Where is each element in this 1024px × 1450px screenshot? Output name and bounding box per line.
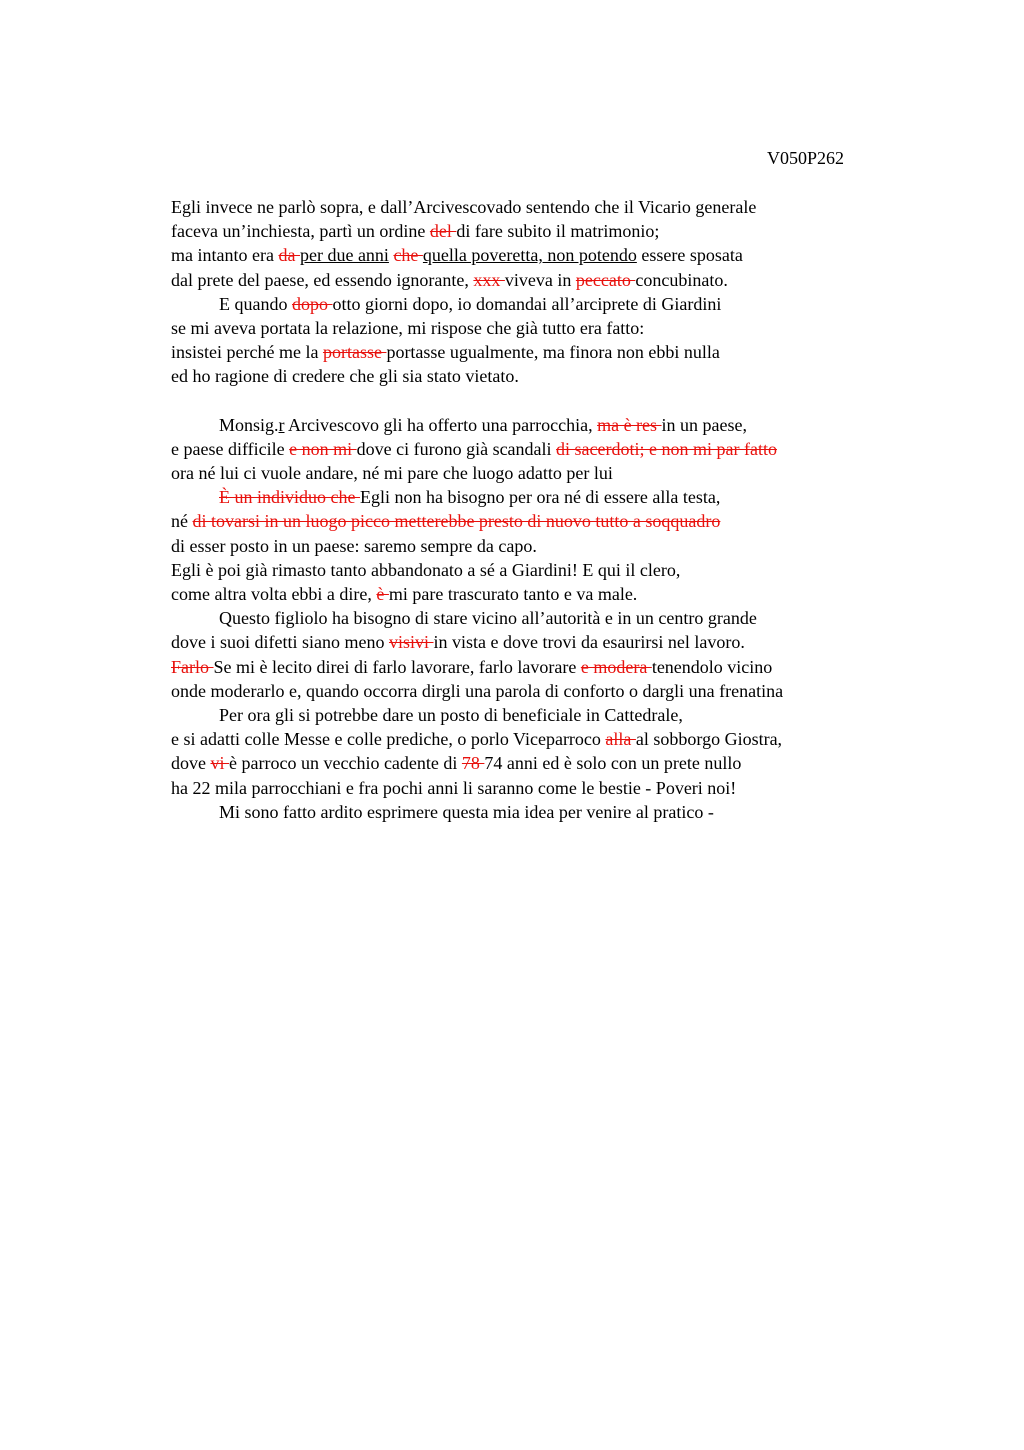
text-segment: al sobborgo Giostra, [635, 729, 783, 750]
text-segment: dove i suoi difetti siano meno [171, 632, 389, 653]
text-segment: concubinato. [635, 269, 728, 290]
text-segment: 74 anni ed è solo con un prete nullo [484, 753, 742, 774]
deleted-text: xxx [473, 269, 505, 290]
deleted-text: alla [605, 729, 636, 750]
deleted-text: Farlo [171, 656, 214, 677]
text-segment: di esser posto in un paese: saremo sempre da capo. [171, 535, 537, 556]
paragraph [171, 413, 891, 824]
text-segment: Arcivescovo gli ha offerto una parrocchia, [284, 414, 598, 435]
text-line [171, 630, 891, 654]
text-segment: e paese difficile [171, 438, 290, 459]
text-segment: faceva un’inchiesta, partì un ordine [171, 221, 430, 242]
text-line [171, 292, 891, 316]
text-line [171, 655, 891, 679]
text-segment: Egli è poi già rimasto tanto abbandonato a sé a Giardini! E qui il clero, [171, 559, 681, 580]
deleted-text: portasse [322, 342, 387, 363]
deleted-text: che [393, 245, 423, 266]
text-segment: né [171, 511, 193, 532]
paragraph-gap [171, 389, 891, 413]
text-segment: ed ho ragione di credere che gli sia stato vietato. [171, 366, 519, 387]
text-segment: viveva in [504, 269, 576, 290]
text-segment: in un paese, [661, 414, 748, 435]
text-line [171, 243, 891, 267]
deleted-text: 78 [461, 753, 485, 774]
text-line [171, 364, 891, 388]
deleted-text: peccato [575, 269, 636, 290]
text-line [171, 219, 891, 243]
text-segment: dove [171, 753, 211, 774]
text-segment: in vista e dove trovi da esaurirsi nel lavoro. [433, 632, 745, 653]
text-line [171, 582, 891, 606]
deleted-text: vi [210, 753, 230, 774]
document-body [171, 195, 891, 824]
deleted-text: è [376, 584, 389, 604]
text-line [171, 485, 891, 509]
text-segment: dove ci furono già scandali [356, 438, 557, 459]
text-segment: come altra volta ebbi a dire, [171, 584, 377, 604]
text-segment: onde moderarlo e, quando occorra dirgli una parola di conforto o dargli una frenatina [171, 680, 784, 701]
text-segment: dal prete del paese, ed essendo ignorante, [171, 269, 474, 290]
text-line [171, 268, 891, 292]
text-segment: tenendolo vicino [651, 656, 773, 677]
text-segment: essere sposata [636, 245, 743, 266]
deleted-text: ma è res [597, 414, 662, 435]
deleted-text: e non mi [289, 438, 357, 459]
text-line [171, 776, 891, 800]
deleted-text: da [278, 245, 300, 266]
text-line [171, 703, 891, 727]
text-segment: è parroco un vecchio cadente di [229, 753, 462, 774]
text-line [171, 751, 891, 775]
text-segment: ma intanto era [171, 245, 279, 266]
text-segment: Per ora gli si potrebbe dare un posto di beneficiale in Cattedrale, [219, 704, 683, 725]
text-segment: di fare subito il matrimonio; [456, 221, 660, 242]
text-line [171, 316, 891, 340]
text-line [171, 340, 891, 364]
text-line [171, 727, 891, 751]
text-segment: mi pare trascurato tanto e va male. [388, 584, 638, 604]
deleted-text: visivi [388, 632, 434, 653]
text-line [171, 461, 891, 485]
deleted-text: e modera [580, 656, 652, 677]
text-segment: se mi aveva portata la relazione, mi rispose che già tutto era fatto: [171, 317, 645, 338]
text-line [171, 800, 891, 824]
text-line [171, 195, 891, 219]
text-segment: Egli non ha bisogno per ora né di essere alla testa, [359, 487, 721, 508]
text-line [171, 437, 891, 461]
deleted-text: del [429, 221, 457, 242]
underlined-text: per due anni [299, 245, 389, 266]
deleted-text: È un individuo che [219, 487, 360, 508]
text-line [171, 679, 891, 703]
text-segment: otto giorni dopo, io domandai all’arciprete di Giardini [332, 293, 722, 314]
text-line [171, 606, 891, 630]
text-segment: ha 22 mila parrocchiani e fra pochi anni li saranno come le bestie - Poveri noi! [171, 777, 737, 798]
text-segment: E quando [219, 293, 292, 314]
underlined-text: r [278, 414, 285, 435]
text-line [171, 534, 891, 558]
underlined-text: quella poveretta, non potendo [422, 245, 637, 266]
deleted-text: dopo [291, 293, 333, 314]
text-segment: portasse ugualmente, ma finora non ebbi nulla [386, 342, 720, 363]
text-segment: Questo figliolo ha bisogno di stare vicino all’autorità e in un centro grande [219, 608, 757, 629]
text-line [171, 558, 891, 582]
text-segment: ora né lui ci vuole andare, né mi pare che luogo adatto per lui [171, 463, 613, 484]
text-line [171, 509, 891, 533]
text-segment: insistei perché me la [171, 342, 323, 363]
text-line [171, 413, 891, 437]
text-segment: e si adatti colle Messe e colle prediche, o porlo Viceparroco [171, 729, 606, 750]
deleted-text: di sacerdoti; e non mi par fatto [556, 438, 777, 459]
text-segment: Egli invece ne parlò sopra, e dall’Arcivescovado sentendo che il Vicario generale [171, 197, 757, 217]
text-segment: Mi sono fatto ardito esprimere questa mia idea per venire al pratico - [219, 801, 714, 822]
paragraph [171, 195, 891, 389]
deleted-text: di tovarsi in un luogo picco metterebbe presto di nuovo tutto a soqquadro [192, 511, 721, 532]
page-id: V050P262 [766, 148, 844, 168]
text-segment: Monsig. [219, 414, 279, 435]
text-segment: Se mi è lecito direi di farlo lavorare, farlo lavorare [213, 656, 581, 677]
